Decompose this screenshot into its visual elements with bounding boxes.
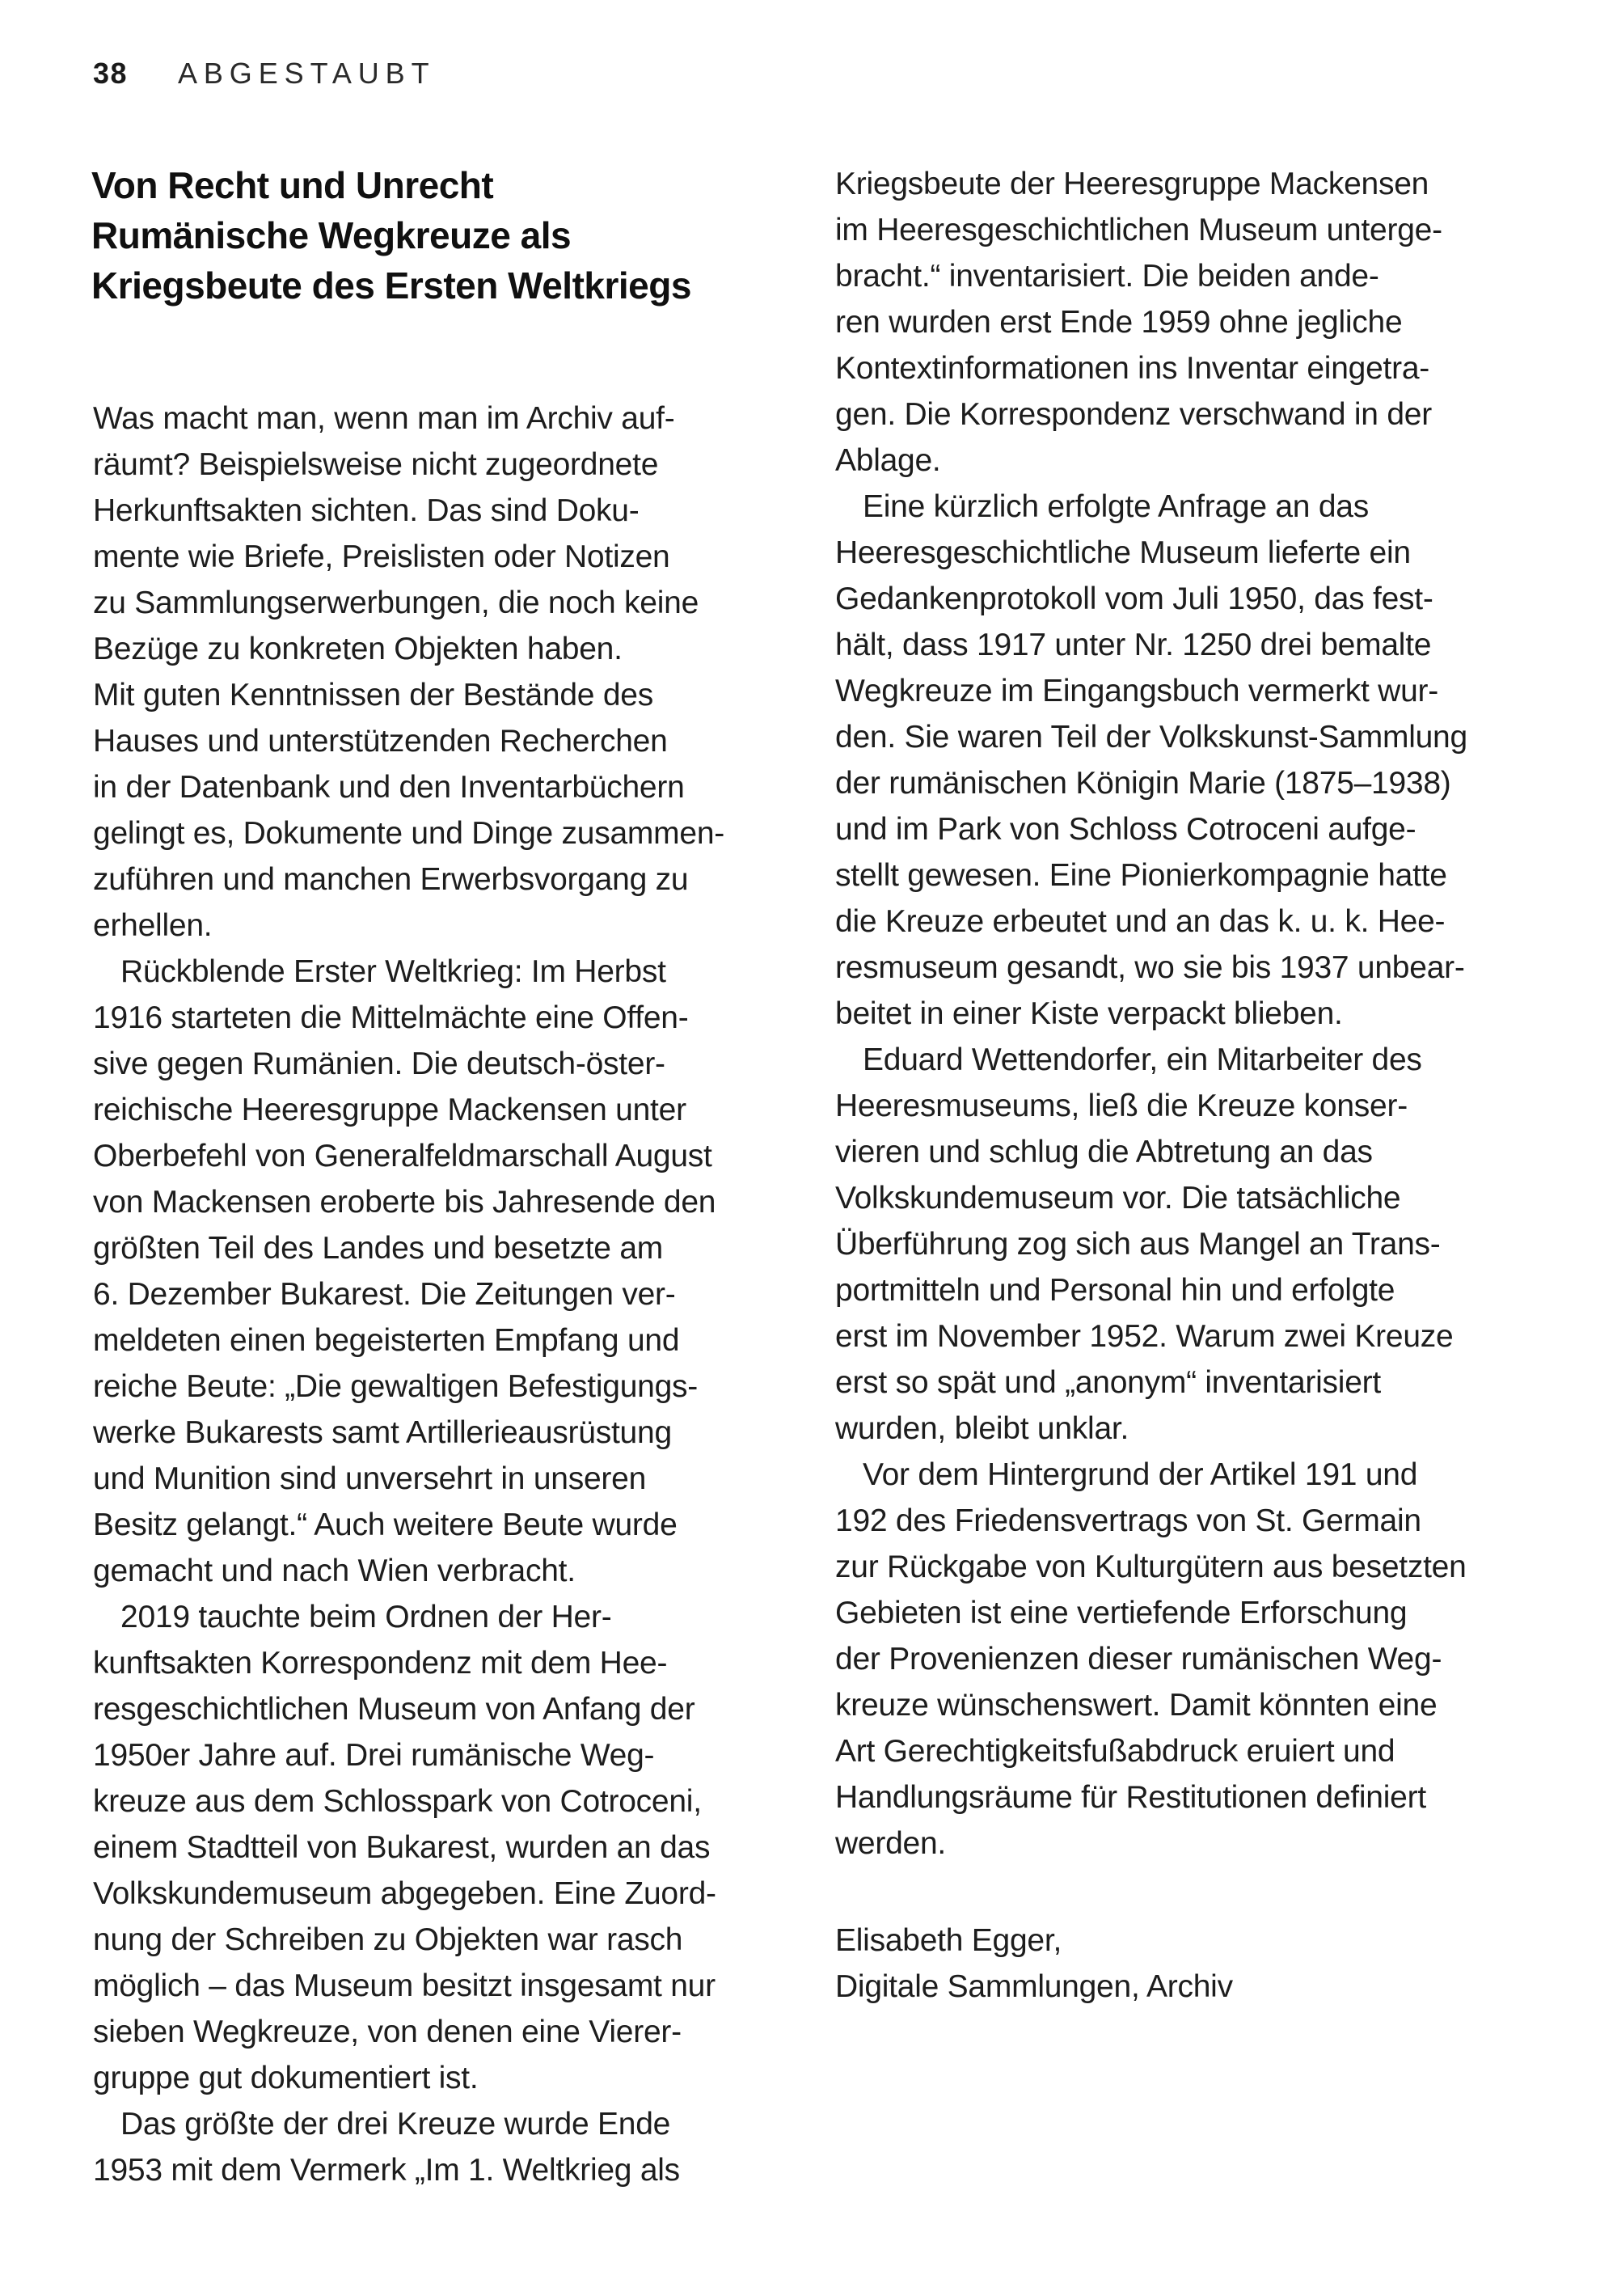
text-line: portmitteln und Personal hin und erfolgte <box>835 1273 1395 1308</box>
text-line: Volkskundemuseum abgegeben. Eine Zuord- <box>93 1876 716 1911</box>
text-line: 1950er Jahre auf. Drei rumänische Weg- <box>93 1738 655 1773</box>
text-line: Heeresmuseums, ließ die Kreuze konser- <box>835 1089 1408 1123</box>
text-line: Volkskundemuseum vor. Die tatsächliche <box>835 1181 1401 1216</box>
text-line: Mit guten Kenntnissen der Bestände des <box>93 678 653 712</box>
article-title-line: Von Recht und Unrecht <box>91 164 494 206</box>
text-line: Bezüge zu konkreten Objekten haben. <box>93 632 623 666</box>
signature <box>835 1918 1547 2010</box>
text-line: Das größte der drei Kreuze wurde Ende <box>120 2107 671 2142</box>
text-line: die Kreuze erbeutet und an das k. u. k. Hee- <box>835 904 1446 939</box>
text-line: Kontextinformationen ins Inventar eingetra- <box>835 351 1430 386</box>
paragraph <box>93 672 804 949</box>
text-line: Was macht man, wenn man im Archiv auf- <box>93 401 675 436</box>
text-line: vieren und schlug die Abtretung an das <box>835 1135 1373 1169</box>
text-line: gelingt es, Dokumente und Dinge zusammen- <box>93 816 725 851</box>
text-line: erst so spät und „anonym“ inventarisiert <box>835 1365 1381 1400</box>
paragraph <box>835 161 1547 484</box>
article-title-line: Kriegsbeute des Ersten Weltkriegs <box>91 264 691 307</box>
text-line: Rückblende Erster Weltkrieg: Im Herbst <box>120 954 666 989</box>
text-line: der rumänischen Königin Marie (1875–1938) <box>835 766 1451 801</box>
text-line: sive gegen Rumänien. Die deutsch-öster- <box>93 1047 665 1081</box>
text-line: Art Gerechtigkeitsfußabdruck eruiert und <box>835 1734 1395 1769</box>
text-line: Überführung zog sich aus Mangel an Trans- <box>835 1227 1441 1262</box>
text-line: in der Datenbank und den Inventarbüchern <box>93 770 685 805</box>
text-line: Elisabeth Egger, <box>835 1923 1062 1958</box>
text-line: 1916 starteten die Mittelmächte eine Offen- <box>93 1000 689 1035</box>
text-line: 6. Dezember Bukarest. Die Zeitungen ver- <box>93 1277 676 1312</box>
paragraph <box>835 484 1547 1037</box>
text-line: gruppe gut dokumentiert ist. <box>93 2061 479 2095</box>
text-line: nung der Schreiben zu Objekten war rasch <box>93 1922 683 1957</box>
text-line: werke Bukarests samt Artillerieausrüstung <box>93 1415 672 1450</box>
text-line: werden. <box>835 1826 946 1861</box>
text-line: Herkunftsakten sichten. Das sind Doku- <box>93 493 640 528</box>
text-line: 192 des Friedensvertrags von St. Germain <box>835 1503 1421 1538</box>
text-line: und im Park von Schloss Cotroceni aufge- <box>835 812 1416 847</box>
page-number: 38 <box>93 57 128 90</box>
paragraph <box>93 949 804 1594</box>
text-line: kreuze wünschenswert. Damit könnten eine <box>835 1688 1438 1723</box>
paragraph <box>93 2101 804 2193</box>
text-line: erst im November 1952. Warum zwei Kreuze <box>835 1319 1454 1354</box>
text-line: stellt gewesen. Eine Pionierkompagnie hatte <box>835 858 1447 893</box>
text-line: resgeschichtlichen Museum von Anfang der <box>93 1692 695 1727</box>
text-line: Oberbefehl von Generalfeldmarschall August <box>93 1139 712 1173</box>
text-line: Hauses und unterstützenden Recherchen <box>93 724 668 759</box>
text-line: zuführen und manchen Erwerbsvorgang zu <box>93 862 689 897</box>
text-line: Ablage. <box>835 443 941 478</box>
text-line: reiche Beute: „Die gewaltigen Befestigungs- <box>93 1369 699 1404</box>
text-line: den. Sie waren Teil der Volkskunst-Sammlung <box>835 720 1467 755</box>
text-line: einem Stadtteil von Bukarest, wurden an das <box>93 1830 711 1865</box>
paragraph <box>835 1452 1547 1867</box>
text-line: kunftsakten Korrespondenz mit dem Hee- <box>93 1646 668 1681</box>
text-line: beitet in einer Kiste verpackt blieben. <box>835 996 1343 1031</box>
text-line: 2019 tauchte beim Ordnen der Her- <box>120 1600 612 1634</box>
text-line: Eduard Wettendorfer, ein Mitarbeiter des <box>863 1042 1422 1077</box>
text-line: Heeresgeschichtliche Museum lieferte ein <box>835 535 1411 570</box>
text-line: ren wurden erst Ende 1959 ohne jegliche <box>835 305 1403 340</box>
text-line: sieben Wegkreuze, von denen eine Vierer- <box>93 2015 682 2049</box>
text-line: Vor dem Hintergrund der Artikel 191 und <box>863 1457 1418 1492</box>
text-line: meldeten einen begeisterten Empfang und <box>93 1323 680 1358</box>
text-line: zur Rückgabe von Kulturgütern aus besetzten <box>835 1550 1467 1584</box>
text-line: Digitale Sammlungen, Archiv <box>835 1969 1233 2004</box>
text-line: kreuze aus dem Schlosspark von Cotroceni, <box>93 1784 702 1819</box>
text-line: hält, dass 1917 unter Nr. 1250 drei bemalte <box>835 628 1432 662</box>
text-line: Handlungsräume für Restitutionen definiert <box>835 1780 1426 1815</box>
text-line: gemacht und nach Wien verbracht. <box>93 1554 576 1588</box>
body-column-left <box>93 395 804 2193</box>
text-line: Gebieten ist eine vertiefende Erforschung <box>835 1596 1408 1630</box>
running-header <box>93 57 436 90</box>
text-line: Kriegsbeute der Heeresgruppe Mackensen <box>835 167 1429 201</box>
article-title-line: Rumänische Wegkreuze als <box>91 214 572 256</box>
text-line: zu Sammlungserwerbungen, die noch keine <box>93 586 699 620</box>
section-title: ABGESTAUBT <box>177 57 436 90</box>
text-line: bracht.“ inventarisiert. Die beiden ande- <box>835 259 1379 294</box>
text-line: räumt? Beispielsweise nicht zugeordnete <box>93 447 659 482</box>
text-line: gen. Die Korrespondenz verschwand in der <box>835 397 1432 432</box>
text-line: resmuseum gesandt, wo sie bis 1937 unbear- <box>835 950 1465 985</box>
text-line: im Heeresgeschichtlichen Museum unterge- <box>835 213 1442 247</box>
text-line: von Mackensen eroberte bis Jahresende den <box>93 1185 716 1220</box>
text-line: erhellen. <box>93 908 213 943</box>
article-title <box>91 160 691 311</box>
body-column-right <box>835 161 1547 2010</box>
text-line: möglich – das Museum besitzt insgesamt nur <box>93 1968 716 2003</box>
text-line: reichische Heeresgruppe Mackensen unter <box>93 1093 686 1127</box>
text-line: Wegkreuze im Eingangsbuch vermerkt wur- <box>835 674 1438 708</box>
text-line: und Munition sind unversehrt in unseren <box>93 1461 647 1496</box>
paragraph <box>835 1037 1547 1452</box>
text-line: der Provenienzen dieser rumänischen Weg- <box>835 1642 1442 1677</box>
text-line: 1953 mit dem Vermerk „Im 1. Weltkrieg als <box>93 2153 680 2188</box>
text-line: wurden, bleibt unklar. <box>835 1411 1129 1446</box>
text-line: Besitz gelangt.“ Auch weitere Beute wurde <box>93 1507 678 1542</box>
paragraph <box>93 395 804 672</box>
text-line: größten Teil des Landes und besetzte am <box>93 1231 663 1266</box>
text-line: Gedankenprotokoll vom Juli 1950, das fest- <box>835 581 1433 616</box>
text-line: mente wie Briefe, Preislisten oder Notizen <box>93 539 670 574</box>
paragraph <box>93 1594 804 2101</box>
text-line: Eine kürzlich erfolgte Anfrage an das <box>863 489 1369 524</box>
